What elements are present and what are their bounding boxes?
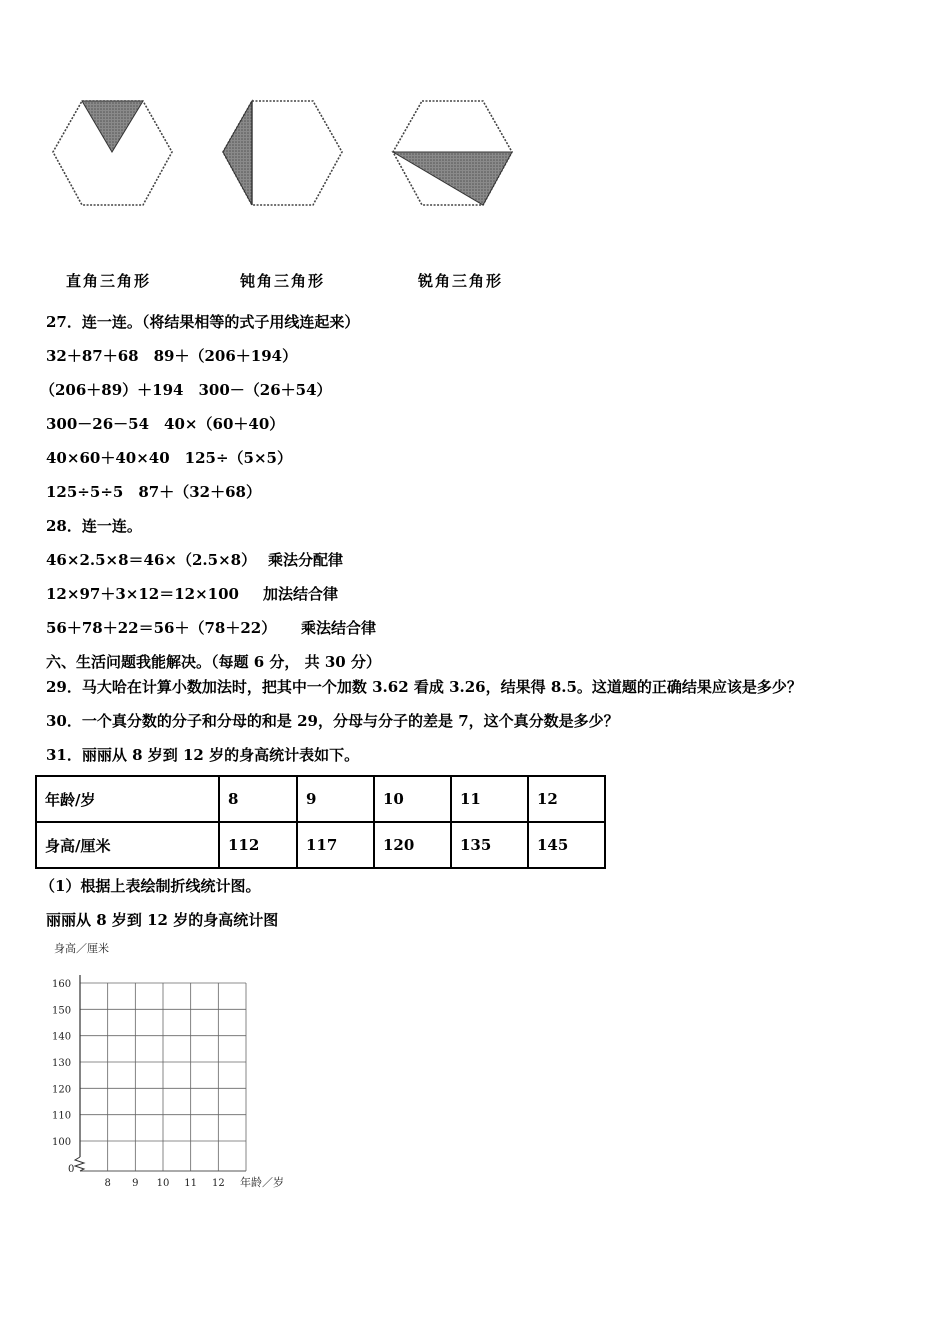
q28-law-1: 乘法分配律 bbox=[268, 551, 344, 569]
table-row-height bbox=[36, 822, 605, 868]
table-cell-age: 8 bbox=[219, 776, 297, 822]
q28-law-2: 加法结合律 bbox=[263, 585, 339, 603]
y-tick-label: 110 bbox=[52, 1110, 72, 1122]
caption-right-triangle: 直角三角形 bbox=[66, 272, 152, 290]
hexagon-acute-triangle bbox=[393, 101, 512, 205]
table-cell-height: 112 bbox=[219, 822, 297, 868]
q27-title: 27．连一连。（将结果相等的式子用线连起来） bbox=[46, 313, 360, 331]
y-tick-label: 100 bbox=[52, 1137, 72, 1148]
chart-axes bbox=[75, 975, 84, 1171]
y-tick-label: 150 bbox=[52, 1005, 72, 1017]
table-cell-height: 120 bbox=[374, 822, 451, 868]
hexagon-figures bbox=[40, 90, 540, 220]
q31-title: 31．丽丽从 8 岁到 12 岁的身高统计表如下。 bbox=[46, 746, 360, 764]
table-header-age: 年龄/岁 bbox=[36, 776, 219, 822]
y-tick-label: 120 bbox=[52, 1084, 72, 1096]
y-tick-label: 130 bbox=[52, 1058, 72, 1069]
chart-heading: 丽丽从 8 岁到 12 岁的身高统计图 bbox=[46, 911, 279, 929]
y-tick-label: 160 bbox=[52, 979, 72, 990]
chart-ylabel: 身高／厘米 bbox=[54, 942, 109, 955]
q28-expr-3: 56＋78＋22＝56＋（78＋22） bbox=[46, 619, 277, 637]
table-cell-height: 145 bbox=[528, 822, 605, 868]
table-cell-age: 9 bbox=[297, 776, 374, 822]
table-cell-age: 12 bbox=[528, 776, 605, 822]
table-header-height: 身高/厘米 bbox=[36, 822, 219, 868]
table-cell-age: 10 bbox=[374, 776, 451, 822]
table-cell-height: 135 bbox=[451, 822, 528, 868]
chart-xlabel: 年龄／岁 bbox=[240, 1176, 284, 1189]
chart-origin-label: 0 bbox=[68, 1164, 75, 1175]
q29-text: 29．马大哈在计算小数加法时，把其中一个加数 3.62 看成 3.26，结果得 8.5。这道题的正确结果应该是多少？ bbox=[46, 678, 802, 696]
q28-law-3: 乘法结合律 bbox=[301, 619, 377, 637]
y-tick-label: 140 bbox=[52, 1031, 72, 1043]
x-tick-label: 8 bbox=[104, 1178, 111, 1189]
q28-title: 28．连一连。 bbox=[46, 517, 142, 535]
section-6-title: 六、生活问题我能解决。（每题 6 分， 共 30 分） bbox=[46, 653, 381, 671]
q27-row-2: （206＋89）＋194 300－（26＋54） bbox=[40, 381, 332, 399]
q30-text: 30．一个真分数的分子和分母的和是 29，分母与分子的差是 7，这个真分数是多少？ bbox=[46, 712, 619, 730]
height-line-chart[interactable] bbox=[40, 935, 300, 1190]
height-table bbox=[35, 775, 606, 869]
q27-row-4: 40×60＋40×40 125÷（5×5） bbox=[46, 449, 292, 467]
q27-row-5: 125÷5÷5 87＋（32＋68） bbox=[46, 483, 261, 501]
chart-x-ticks bbox=[104, 1178, 224, 1189]
x-tick-label: 9 bbox=[132, 1178, 139, 1189]
hexagon-right-triangle bbox=[53, 101, 172, 205]
x-tick-label: 11 bbox=[184, 1178, 198, 1189]
q27-row-1: 32＋87＋68 89＋（206＋194） bbox=[46, 347, 298, 365]
chart-y-ticks bbox=[52, 979, 71, 1148]
table-row-age bbox=[36, 776, 605, 822]
q28-expr-1: 46×2.5×8＝46×（2.5×8） bbox=[46, 551, 257, 569]
q28-expr-2: 12×97＋3×12＝12×100 bbox=[46, 585, 239, 603]
table-cell-age: 11 bbox=[451, 776, 528, 822]
x-tick-label: 12 bbox=[211, 1178, 225, 1189]
x-tick-label: 10 bbox=[156, 1178, 170, 1189]
chart-grid bbox=[80, 983, 246, 1171]
table-cell-height: 117 bbox=[297, 822, 374, 868]
q27-row-3: 300－26－54 40×（60＋40） bbox=[46, 415, 285, 433]
hexagon-obtuse-triangle bbox=[223, 101, 342, 205]
caption-acute-triangle: 锐角三角形 bbox=[418, 272, 504, 290]
caption-obtuse-triangle: 钝角三角形 bbox=[240, 272, 326, 290]
q31-sub1: （1）根据上表绘制折线统计图。 bbox=[40, 877, 261, 895]
axis-break-icon bbox=[75, 1157, 84, 1171]
